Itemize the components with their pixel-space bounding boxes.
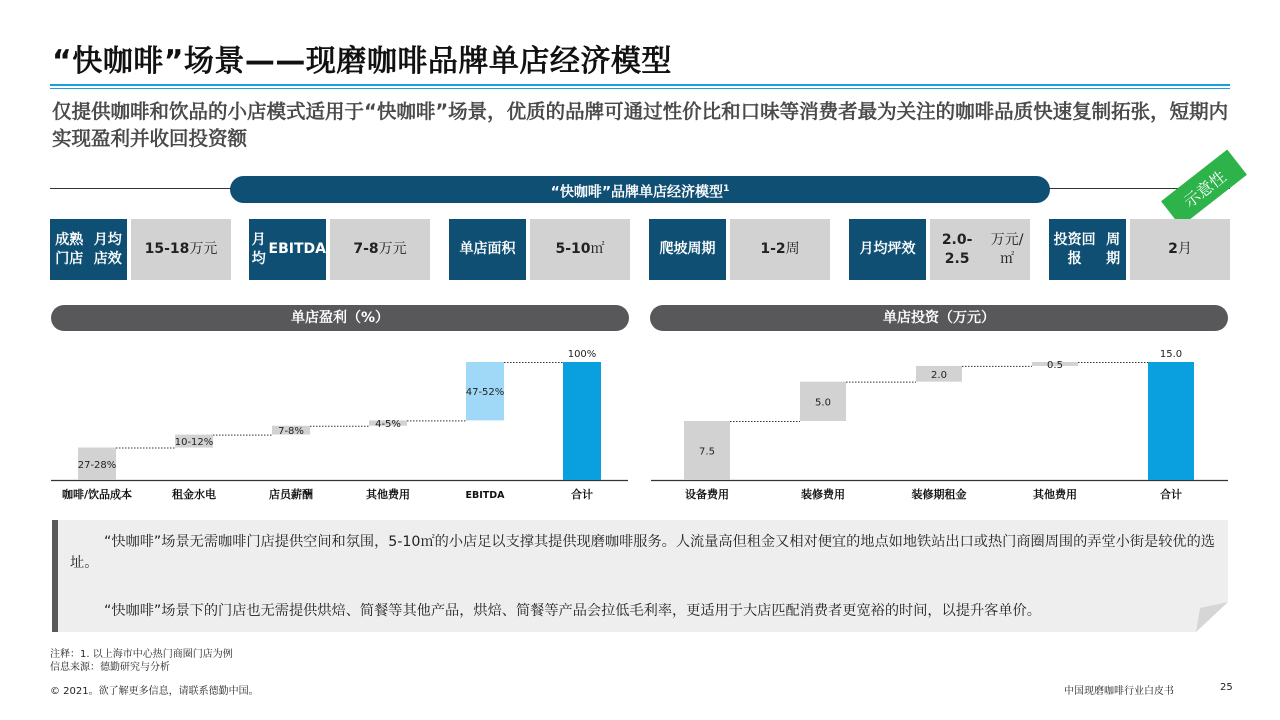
copyright: © 2021。欲了解更多信息，请联系德勤中国。 [50, 686, 259, 697]
metric-value-6 [1130, 219, 1230, 280]
metric-value-1 [131, 219, 231, 280]
metric-unit: 周 [785, 241, 800, 257]
category-label: 咖啡/饮品成本 [61, 488, 133, 501]
investment-chart-header: 单店投资（万元） [650, 305, 1228, 331]
title-rule-thin [50, 88, 1230, 89]
category-label: 合计 [1160, 488, 1182, 501]
data-label: 100% [567, 349, 597, 360]
metric-label-line: 单店 [459, 241, 488, 257]
metric-label-5 [849, 219, 926, 280]
metric-label-2 [249, 219, 326, 280]
page-subtitle: 仅提供咖啡和饮品的小店模式适用于“快咖啡”场景，优质的品牌可通过性价比和口味等消费者最为关注的咖啡品质快速复制拓张，短期内实现盈利并收回投资额 [52, 100, 1229, 150]
metric-unit: ㎡ [590, 241, 605, 257]
metric-label-1 [50, 219, 127, 280]
section-header [230, 176, 1050, 203]
investment-waterfall-chart [650, 338, 1240, 510]
waterfall-bar [563, 362, 601, 480]
metric-value-5 [930, 219, 1030, 280]
metric-number: 2 [1168, 241, 1178, 257]
metric-value-4 [730, 219, 830, 280]
metric-value-2 [330, 219, 430, 280]
metric-label-line: 周期 [1106, 231, 1121, 267]
metric-label-line: 月均 [251, 231, 266, 267]
data-label: 5.0 [815, 397, 831, 409]
metric-label-line: 爬坡 [659, 241, 688, 257]
metric-unit: 万元 [378, 241, 407, 257]
category-label: 店员薪酬 [269, 488, 313, 501]
metric-unit: 月 [1177, 241, 1192, 257]
metric-label-line: 成熟门店 [55, 231, 84, 267]
data-label: 47-52% [465, 387, 505, 399]
metric-label-4 [649, 219, 726, 280]
metric-unit: 万元/㎡ [990, 231, 1024, 267]
metric-unit: 万元 [189, 241, 218, 257]
waterfall-bar [1148, 362, 1194, 480]
section-superscript: 1 [723, 184, 730, 194]
section-title: “快咖啡”品牌单店经济模型 [550, 184, 724, 201]
metric-label-line: 月均 [859, 241, 888, 257]
page-curl-decoration [1196, 602, 1228, 632]
category-label: 装修期租金 [911, 488, 967, 501]
report-name: 中国现磨咖啡行业白皮书 [1064, 686, 1174, 697]
metric-number: 15-18 [144, 241, 190, 257]
metric-number: 5-10 [555, 241, 591, 257]
category-label: 租金水电 [172, 488, 216, 501]
category-label: 装修费用 [801, 488, 845, 501]
footnote: 注释：1. 以上海市中心热门商圈门店为例 [50, 649, 233, 660]
profit-waterfall-chart [50, 338, 640, 510]
category-label: 其他费用 [366, 488, 410, 501]
metric-number: 1-2 [760, 241, 786, 257]
data-label: 7.5 [699, 446, 715, 458]
category-label: 设备费用 [685, 488, 729, 501]
data-label: 27-28% [77, 459, 117, 471]
metric-number: 2.0-2.5 [941, 231, 973, 267]
data-label: 4-5% [375, 419, 401, 431]
metric-label-6 [1049, 219, 1126, 280]
profit-chart-header: 单店盈利（%） [51, 305, 629, 331]
data-label: 2.0 [931, 369, 947, 381]
metric-label-3 [449, 219, 526, 280]
data-label: 7-8% [278, 426, 304, 438]
category-label: 其他费用 [1033, 488, 1077, 501]
metric-label-line: 面积 [487, 241, 516, 257]
metric-label-line: EBITDA [268, 241, 326, 257]
metric-value-3 [530, 219, 630, 280]
title-rule [50, 84, 1230, 86]
data-label: 0.5 [1047, 359, 1063, 371]
category-label: 合计 [571, 488, 593, 501]
data-label: 15.0 [1159, 349, 1183, 360]
page-number: 25 [1220, 682, 1233, 693]
note-paragraph-2: “快咖啡”场景下的门店也无需提供烘焙、简餐等其他产品，烘焙、简餐等产品会拉低毛利率，更适用于大店匹配消费者更宽裕的时间，以提升客单价。 [104, 603, 1041, 619]
illustrative-badge: 示意性 [1161, 150, 1247, 227]
source-note: 信息来源：德勤研究与分析 [50, 662, 170, 673]
data-label: 10-12% [174, 437, 214, 449]
metric-label-line: 周期 [687, 241, 716, 257]
metric-label-line: 投资回报 [1053, 231, 1096, 267]
metric-label-line: 坪效 [887, 241, 916, 257]
note-paragraph-1: “快咖啡”场景无需咖啡门店提供空间和氛围，5-10㎡的小店足以支撑其提供现磨咖啡服务。人流量高但租金又相对便宜的地点如地铁站出口或热门商圈周围的弄堂小街是较优的选址。 [70, 534, 1215, 571]
metric-label-line: 月均店效 [93, 231, 122, 267]
notes-accent-bar [52, 520, 58, 632]
metric-number: 7-8 [353, 241, 379, 257]
page-title: “快咖啡”场景——现磨咖啡品牌单店经济模型 [52, 44, 672, 79]
category-label: EBITDA [465, 490, 505, 501]
